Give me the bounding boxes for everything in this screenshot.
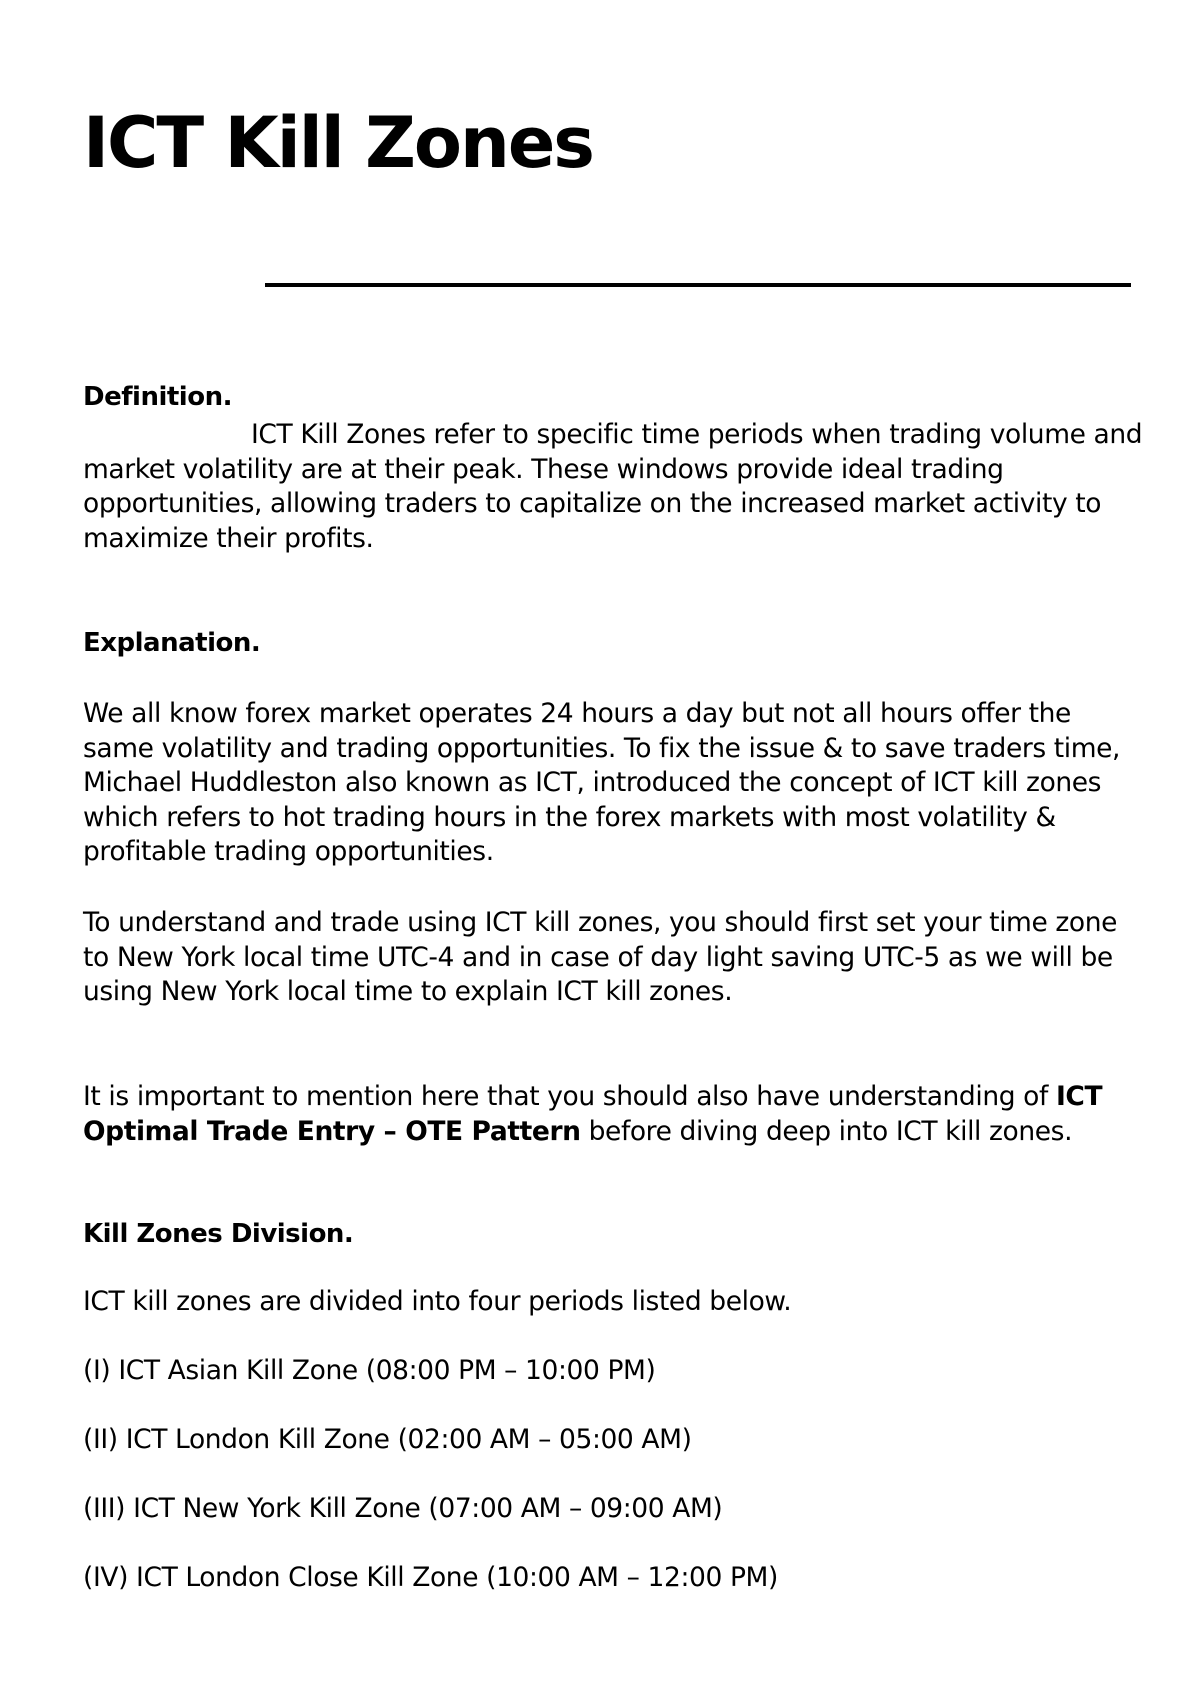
kill-zone-item-asian: (I) ICT Asian Kill Zone (08:00 PM – 10:00 PM) [83, 1355, 656, 1386]
explanation-paragraph-1: We all know forex market operates 24 hours a day but not all hours offer the same volatility and trading opportunities. To fix the issue & to save traders time, Michael Huddleston also known as ICT, introduced the concept of ICT kill zones which refers to hot trading hours in the forex markets with most volatility & profitable trading opportunities. [83, 698, 1121, 867]
kill-zone-item-london: (II) ICT London Kill Zone (02:00 AM – 05:00 AM) [83, 1424, 692, 1455]
title-divider [265, 283, 1131, 287]
kill-zone-item-new-york: (III) ICT New York Kill Zone (07:00 AM – 09:00 AM) [83, 1493, 723, 1524]
page-title: ICT Kill Zones [83, 102, 593, 184]
explanation-paragraph-3 [83, 1080, 1143, 1149]
division-heading: Kill Zones Division. [83, 1219, 354, 1249]
ote-pattern-reference: ICT Optimal Trade Entry – OTE Pattern [83, 1081, 1103, 1147]
division-intro: ICT kill zones are divided into four periods listed below. [83, 1286, 792, 1317]
explanation-heading: Explanation. [83, 628, 261, 658]
explanation-paragraph-2: To understand and trade using ICT kill zones, you should first set your time zone to New York local time UTC-4 and in case of day light saving UTC-5 as we will be using New York local time to explain ICT kill zones. [83, 907, 1118, 1007]
paragraph-3-text-start: It is important to mention here that you should also have understanding of [83, 1081, 1056, 1112]
definition-paragraph [83, 418, 1143, 556]
definition-heading: Definition. [83, 382, 232, 412]
kill-zone-item-london-close: (IV) ICT London Close Kill Zone (10:00 AM – 12:00 PM) [83, 1562, 778, 1593]
definition-text: ICT Kill Zones refer to specific time periods when trading volume and market volatility are at their peak. These windows provide ideal trading opportunities, allowing traders to capitalize on the increased market activity to maximize their profits. [83, 419, 1143, 554]
paragraph-3-text-end: before diving deep into ICT kill zones. [580, 1115, 1073, 1147]
